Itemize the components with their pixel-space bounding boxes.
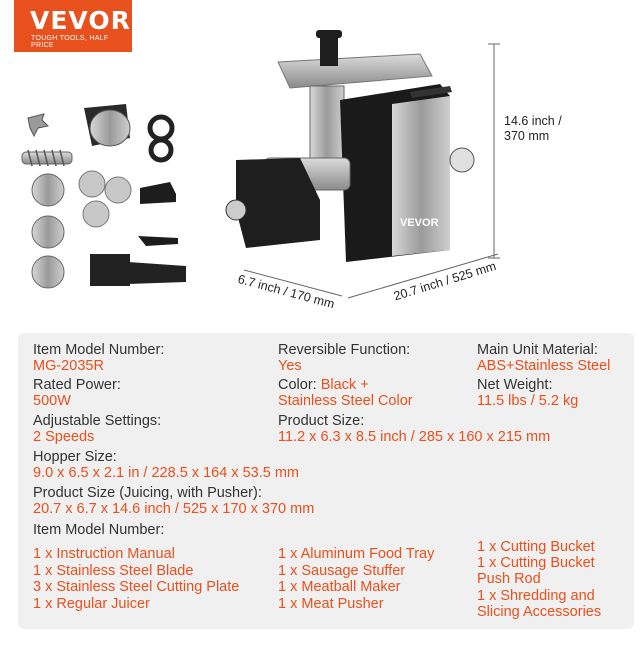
brand-name: VEVOR (30, 6, 131, 35)
width-dimension-label: 6.7 inch / 170 mm (236, 272, 336, 312)
slicing-cone-icon (32, 174, 64, 288)
meatball-maker-icon (150, 117, 172, 160)
length-dimension-label: 20.7 inch / 525 mm (392, 258, 498, 304)
net-weight-value: 11.5 lbs / 5.2 kg (477, 393, 579, 409)
adjustable-settings-label: Adjustable Settings: (33, 413, 162, 429)
height-dimension-label: 14.6 inch / 370 mm (504, 114, 562, 143)
adjustable-settings-value: 2 Speeds (33, 429, 95, 445)
package-item: Push Rod (477, 571, 541, 587)
product-size-label: Product Size: (278, 413, 365, 429)
package-contents-label: Item Model Number: (33, 522, 165, 538)
package-item: 1 x Cutting Bucket (477, 555, 595, 571)
height-dimension-line (488, 44, 500, 258)
package-item: Slicing Accessories (477, 604, 602, 620)
main-unit-material-label: Main Unit Material: (477, 342, 598, 358)
sausage-stuffer-icon (138, 182, 178, 246)
color-value-continued: Stainless Steel Color (278, 393, 413, 409)
juicing-size-label: Product Size (Juicing, with Pusher): (33, 485, 262, 501)
rated-power-label: Rated Power: (33, 377, 121, 393)
package-item: 1 x Sausage Stuffer (278, 563, 406, 579)
brand-tagline: TOUGH TOOLS, HALF PRICE (31, 35, 109, 49)
shredder-drum-icon (84, 104, 130, 146)
color-label: Color: (278, 377, 317, 393)
package-item: 1 x Aluminum Food Tray (278, 546, 435, 562)
hopper-size-label: Hopper Size: (33, 449, 117, 465)
package-item: 1 x Cutting Bucket (477, 539, 595, 555)
package-item: 1 x Stainless Steel Blade (33, 563, 194, 579)
auger-screw-icon (22, 150, 72, 166)
package-item: 1 x Instruction Manual (33, 546, 175, 562)
juicer-attachment-icon (90, 254, 186, 286)
unit-brand-label: VEVOR (400, 217, 439, 229)
model-number-value: MG-2035R (33, 358, 104, 374)
juicing-size-value: 20.7 x 6.7 x 14.6 inch / 525 x 170 x 370 mm (33, 501, 315, 517)
net-weight-label: Net Weight: (477, 377, 553, 393)
rated-power-value: 500W (33, 393, 71, 409)
model-number-label: Item Model Number: (33, 342, 165, 358)
main-unit-material-value: ABS+Stainless Steel (477, 358, 611, 374)
hopper-size-value: 9.0 x 6.5 x 2.1 in / 228.5 x 164 x 53.5 mm (33, 465, 299, 481)
reversible-function-value: Yes (278, 358, 302, 374)
blade-icon (28, 114, 48, 136)
cutting-plate-icon (79, 171, 131, 227)
color-value: Black + (320, 377, 369, 393)
package-item: 1 x Regular Juicer (33, 596, 150, 612)
package-item: 1 x Meat Pusher (278, 596, 384, 612)
package-item: 3 x Stainless Steel Cutting Plate (33, 579, 240, 595)
product-size-value: 11.2 x 6.3 x 8.5 inch / 285 x 160 x 215 mm (278, 429, 551, 445)
package-item: 1 x Shredding and (477, 588, 595, 604)
meat-grinder-unit (226, 30, 474, 262)
color-row (278, 377, 369, 393)
reversible-function-label: Reversible Function: (278, 342, 411, 358)
package-item: 1 x Meatball Maker (278, 579, 401, 595)
